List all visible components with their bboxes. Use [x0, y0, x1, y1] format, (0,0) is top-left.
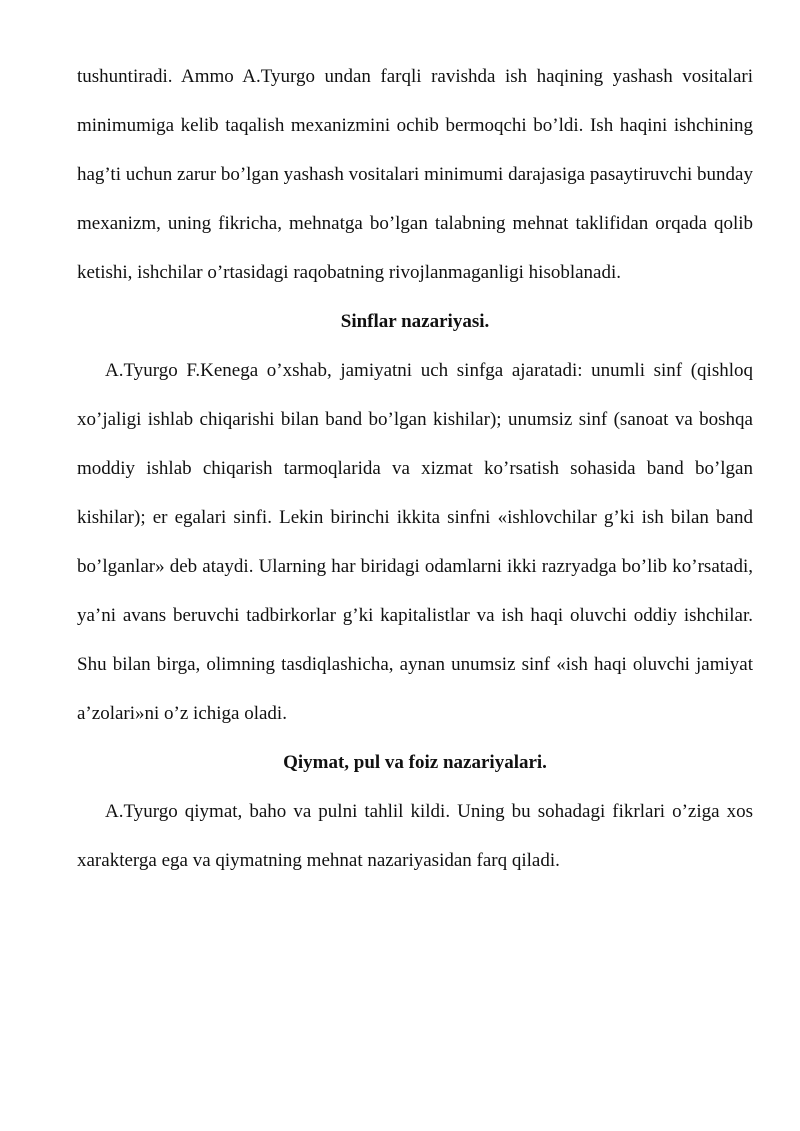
section-heading-classes: Sinflar nazariyasi.	[340, 311, 490, 332]
section-heading-value-money-interest: Qiymat, pul va foiz nazariyalari.	[283, 752, 547, 773]
document-page	[77, 52, 753, 885]
paragraph-value: A.Tyurgo qiymat, baho va pulni tahlil kildi. Uning bu sohadagi fikrlari o’ziga xos xarakterga ega va qiymatning mehnat nazariyasidan farq qiladi.	[77, 801, 753, 871]
paragraph-classes: A.Tyurgo F.Kenega o’xshab, jamiyatni uch sinfga ajaratadi: unumli sinf (qishloq xo’jaligi ishlab chiqarishi bilan band bo’lgan kishilar); unumsiz sinf (sanoat va boshqa moddiy ishlab chiqarish tarmoqlarida va xizmat ko’rsatish sohasida band bo’lgan kishilar); er egalari sinfi. Lekin birinchi ikkita sinfni «ishlovchilar g’ki ish bilan band bo’lganlar» deb ataydi. Ularning har biridagi odamlarni ikki razryadga bo’lib ko’rsatadi, ya’ni avans beruvchi tadbirkorlar g’ki kapitalistlar va ish haqi oluvchi oddiy ishchilar. Shu bilan birga, olimning tasdiqlashicha, aynan unumsiz sinf «ish haqi oluvchi jamiyat a’zolari»ni o’z ichiga oladi.	[77, 360, 753, 724]
paragraph-continuation: tushuntiradi. Ammo A.Tyurgo undan farqli ravishda ish haqining yashash vositalari minimumiga kelib taqalish mexanizmini ochib bermoqchi bo’ldi. Ish haqini ishchining hag’ti uchun zarur bo’lgan yashash vositalari minimumi darajasiga pasaytiruvchi bunday mexanizm, uning fikricha, mehnatga bo’lgan talabning mehnat taklifidan orqada qolib ketishi, ishchilar o’rtasidagi raqobatning rivojlanmaganligi hisoblanadi.	[77, 66, 753, 283]
